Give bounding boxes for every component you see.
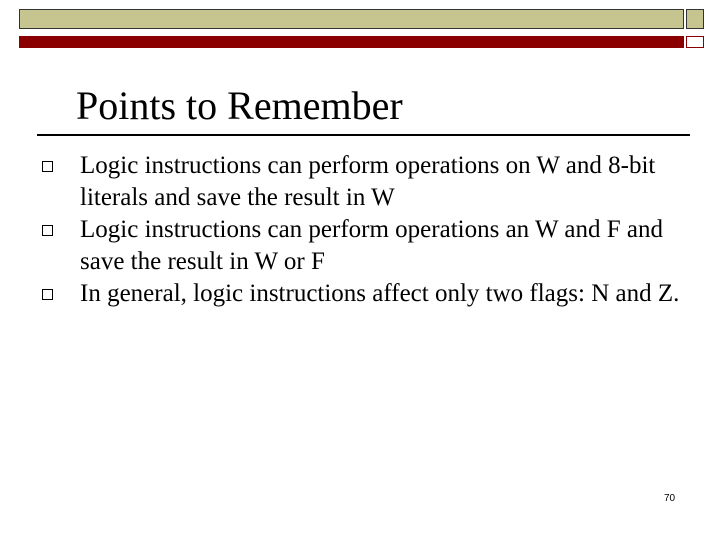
decorative-header-bar [19, 9, 701, 39]
page-number: 70 [664, 493, 676, 504]
header-white-square [687, 37, 703, 47]
bullet-item [0, 214, 720, 278]
slide-title: Points to Remember [76, 83, 403, 128]
bullet-text: In general, logic instructions affect only two flags: N and Z. [80, 280, 680, 307]
hollow-square-bullet-icon [42, 161, 53, 172]
header-olive-strip [19, 9, 684, 29]
bullet-text: Logic instructions can perform operations on W and 8-bit literals and save the result in W [80, 152, 656, 211]
header-olive-square [686, 9, 704, 29]
bullet-item [0, 278, 720, 310]
bullet-item [0, 150, 720, 214]
header-maroon-strip [19, 36, 684, 48]
hollow-square-bullet-icon [42, 289, 53, 300]
bullet-list [0, 150, 720, 310]
title-underline [37, 134, 690, 136]
hollow-square-bullet-icon [42, 225, 53, 236]
bullet-text: Logic instructions can perform operations an W and F and save the result in W or F [80, 216, 663, 275]
